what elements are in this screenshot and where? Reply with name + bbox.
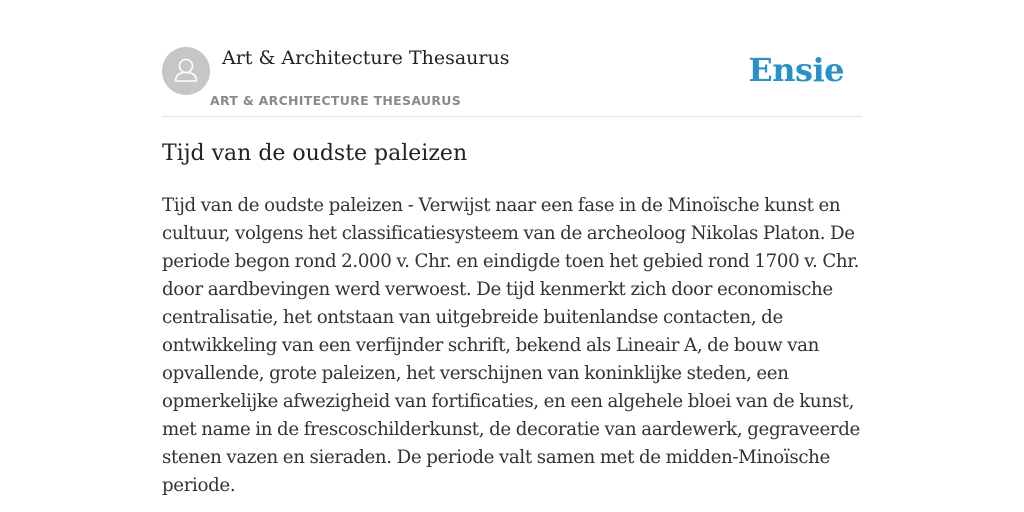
article-header xyxy=(162,46,862,117)
article-body: Tijd van de oudste paleizen - Verwijst naar een fase in de Minoïsche kunst en cultuur, volgens het classificatiesysteem van de archeoloog Nikolas Platon. De periode begon rond 2.000 v. Chr. en eindigde toen het gebied rond 1700 v. Chr. door aardbevingen werd verwoest. De tijd kenmerkt zich door economische centralisatie, het ontstaan van uitgebreide buitenlandse contacten, de ontwikkeling van een verfijnder schrift, bekend als Lineair A, de bouw van opvallende, grote paleizen, het verschijnen van koninklijke steden, een opmerkelijke afwezigheid van fortificaties, en een algehele bloei van de kunst, met name in de frescoschilderkunst, de decoratie van aardewerk, gegraveerde stenen vazen en sieraden. De periode valt samen met de midden-Minoïsche periode. xyxy=(162,195,860,496)
author-subtitle: ART & ARCHITECTURE THESAURUS xyxy=(210,93,462,108)
ensie-logo[interactable]: Ensie xyxy=(748,51,844,89)
article-title: Tijd van de oudste paleizen xyxy=(162,141,468,166)
author-name-link[interactable]: Art & Architecture Thesaurus xyxy=(222,47,510,69)
user-avatar-icon[interactable] xyxy=(162,47,210,95)
